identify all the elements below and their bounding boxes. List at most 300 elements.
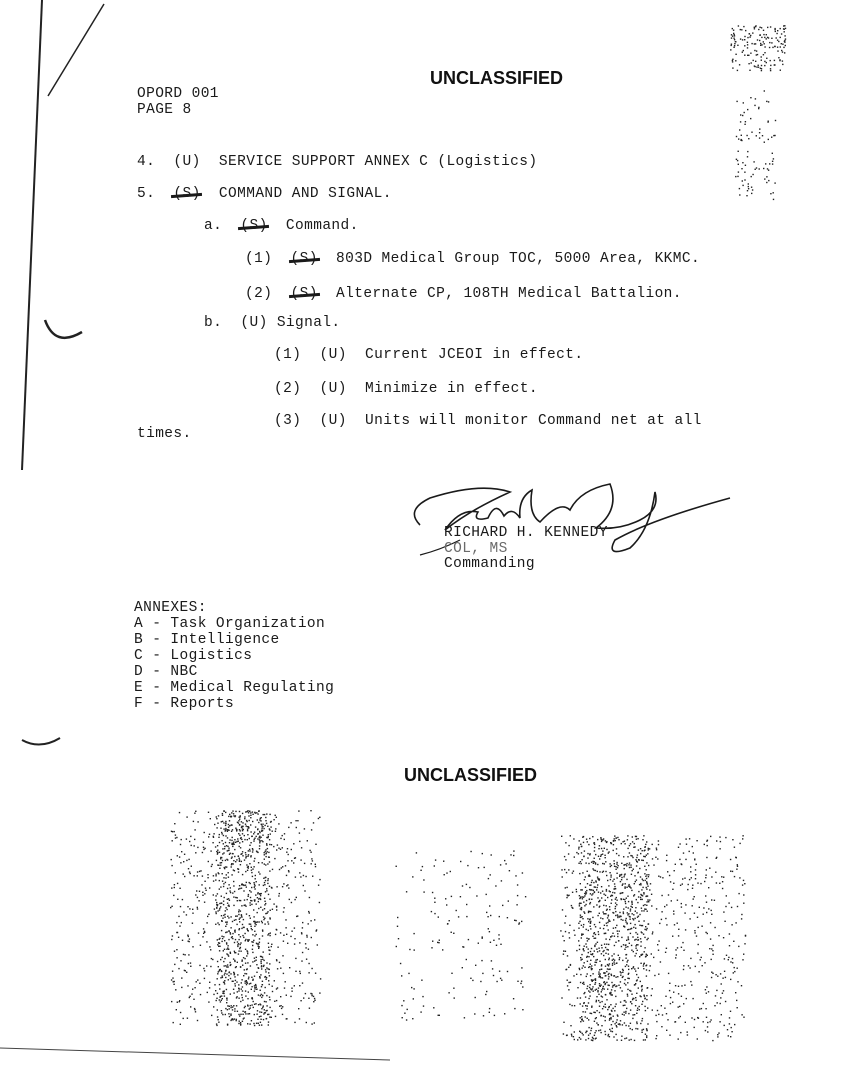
- speckle-dot: [605, 1034, 606, 1035]
- speckle-dot: [582, 872, 583, 873]
- speckle-dot: [314, 998, 315, 999]
- speckle-dot: [226, 949, 227, 950]
- speckle-dot: [623, 856, 624, 857]
- speckle-dot: [266, 962, 267, 963]
- speckle-dot: [217, 823, 218, 824]
- speckle-dot: [256, 934, 257, 935]
- speckle-dot: [574, 856, 575, 857]
- speckle-dot: [604, 944, 605, 945]
- speckle-dot: [216, 1025, 217, 1026]
- speckle-dot: [584, 895, 585, 896]
- speckle-dot: [245, 939, 246, 940]
- speckle-dot: [254, 899, 255, 900]
- subparagraph-b3-continuation: times.: [137, 426, 192, 442]
- speckle-dot: [767, 121, 768, 122]
- speckle-dot: [489, 931, 490, 932]
- speckle-dot: [280, 996, 281, 997]
- speckle-dot: [766, 182, 767, 183]
- speckle-dot: [733, 47, 734, 48]
- speckle-dot: [636, 865, 637, 866]
- speckle-dot: [594, 932, 595, 933]
- speckle-dot: [636, 879, 637, 880]
- speckle-dot: [238, 934, 239, 935]
- speckle-dot: [638, 896, 639, 897]
- speckle-dot: [252, 961, 253, 962]
- speckle-dot: [744, 172, 745, 173]
- speckle-dot: [252, 868, 253, 869]
- speckle-dot: [594, 984, 595, 985]
- speckle-dot: [749, 70, 750, 71]
- speckle-dot: [235, 939, 236, 940]
- speckle-dot: [679, 843, 680, 844]
- speckle-dot: [187, 1018, 188, 1019]
- speckle-dot: [437, 942, 438, 943]
- speckle-dot: [610, 1014, 611, 1015]
- speckle-dot: [190, 836, 191, 837]
- speckle-dot: [601, 1025, 602, 1026]
- speckle-dot: [287, 943, 288, 944]
- speckle-dot: [617, 976, 618, 977]
- speckle-dot: [625, 958, 626, 959]
- speckle-dot: [613, 912, 614, 913]
- speckle-dot: [646, 999, 647, 1000]
- speckle-dot: [240, 847, 241, 848]
- speckle-dot: [196, 890, 197, 891]
- speckle-dot: [488, 928, 489, 929]
- speckle-dot: [646, 869, 647, 870]
- speckle-dot: [696, 935, 697, 936]
- speckle-dot: [291, 902, 292, 903]
- speckle-dot: [579, 895, 580, 896]
- speckle-dot: [240, 1024, 241, 1025]
- speckle-dot: [256, 972, 257, 973]
- speckle-dot: [240, 838, 241, 839]
- speckle-dot: [265, 853, 266, 854]
- annex-item: D - NBC: [134, 664, 198, 680]
- speckle-dot: [626, 863, 627, 864]
- speckle-dot: [628, 973, 629, 974]
- speckle-dot: [645, 880, 646, 881]
- speckle-dot: [319, 992, 320, 993]
- speckle-dot: [761, 37, 762, 38]
- speckle-dot: [525, 896, 526, 897]
- speckle-dot: [303, 875, 304, 876]
- speckle-dot: [219, 868, 220, 869]
- speckle-dot: [586, 892, 587, 893]
- speckle-dot: [624, 843, 625, 844]
- speckle-dot: [588, 863, 589, 864]
- speckle-dot: [734, 39, 735, 40]
- speckle-dot: [246, 955, 247, 956]
- speckle-dot: [448, 992, 449, 993]
- speckle-dot: [279, 962, 280, 963]
- speckle-dot: [582, 1033, 583, 1034]
- speckle-dot: [234, 976, 235, 977]
- speckle-dot: [237, 838, 238, 839]
- speckle-dot: [222, 881, 223, 882]
- speckle-dot: [664, 906, 665, 907]
- speckle-dot: [646, 995, 647, 996]
- speckle-dot: [707, 933, 708, 934]
- speckle-dot: [605, 983, 606, 984]
- speckle-dot: [745, 165, 746, 166]
- speckle-dot: [232, 981, 233, 982]
- speckle-dot: [617, 917, 618, 918]
- speckle-dot: [239, 885, 240, 886]
- speckle-dot: [222, 848, 223, 849]
- speckle-dot: [598, 1024, 599, 1025]
- speckle-dot: [267, 911, 268, 912]
- speckle-dot: [685, 859, 686, 860]
- speckle-dot: [261, 828, 262, 829]
- speckle-dot: [439, 940, 440, 941]
- speckle-dot: [630, 1023, 631, 1024]
- speckle-dot: [609, 872, 610, 873]
- speckle-dot: [604, 925, 605, 926]
- speckle-dot: [601, 964, 602, 965]
- speckle-dot: [764, 142, 765, 143]
- speckle-dot: [632, 904, 633, 905]
- speckle-dot: [275, 934, 276, 935]
- speckle-dot: [268, 972, 269, 973]
- speckle-dot: [291, 988, 292, 989]
- speckle-dot: [215, 874, 216, 875]
- speckle-dot: [649, 889, 650, 890]
- speckle-dot: [601, 886, 602, 887]
- speckle-dot: [614, 990, 615, 991]
- speckle-dot: [284, 833, 285, 834]
- speckle-dot: [243, 919, 244, 920]
- speckle-dot: [268, 980, 269, 981]
- left-edge-line: [22, 0, 42, 470]
- classification-marking: (U): [240, 315, 268, 331]
- speckle-dot: [219, 938, 220, 939]
- speckle-dot: [319, 817, 320, 818]
- speckle-dot: [600, 856, 601, 857]
- speckle-dot: [272, 991, 273, 992]
- speckle-dot: [312, 876, 313, 877]
- speckle-dot: [254, 935, 255, 936]
- speckle-dot: [731, 37, 732, 38]
- speckle-dot: [213, 833, 214, 834]
- speckle-dot: [515, 920, 516, 921]
- speckle-dot: [635, 939, 636, 940]
- speckle-dot: [171, 979, 172, 980]
- speckle-dot: [625, 1012, 626, 1013]
- speckle-dot: [241, 888, 242, 889]
- speckle-dot: [683, 1003, 684, 1004]
- paragraph-number: (1): [245, 251, 273, 267]
- paragraph-5: [137, 186, 392, 202]
- speckle-dot: [620, 916, 621, 917]
- speckle-dot: [598, 856, 599, 857]
- speckle-dot: [590, 1033, 591, 1034]
- speckle-dot: [270, 826, 271, 827]
- speckle-dot: [255, 812, 256, 813]
- speckle-dot: [420, 1011, 421, 1012]
- speckle-dot: [679, 1006, 680, 1007]
- speckle-dot: [295, 820, 296, 821]
- speckle-dot: [758, 107, 759, 108]
- speckle-dot: [732, 60, 733, 61]
- speckle-dot: [641, 1004, 642, 1005]
- speckle-dot: [606, 875, 607, 876]
- speckle-dot: [253, 909, 254, 910]
- speckle-dot: [643, 920, 644, 921]
- speckle-dot: [611, 865, 612, 866]
- speckle-dot: [219, 970, 220, 971]
- speckle-dot: [300, 876, 301, 877]
- speckle-dot: [175, 834, 176, 835]
- speckle-dot: [250, 983, 251, 984]
- speckle-dot: [264, 901, 265, 902]
- speckle-dot: [597, 878, 598, 879]
- speckle-dot: [179, 925, 180, 926]
- speckle-dot: [223, 877, 224, 878]
- speckle-dot: [571, 1005, 572, 1006]
- speckle-dot: [609, 958, 610, 959]
- speckle-dot: [591, 899, 592, 900]
- speckle-dot: [202, 936, 203, 937]
- classification-marking: (U): [319, 347, 347, 363]
- speckle-dot: [639, 956, 640, 957]
- speckle-dot: [607, 897, 608, 898]
- speckle-dot: [251, 867, 252, 868]
- speckle-dot: [475, 965, 476, 966]
- speckle-dot: [280, 968, 281, 969]
- speckle-dot: [586, 938, 587, 939]
- speckle-dot: [585, 1005, 586, 1006]
- speckle-dot: [668, 894, 669, 895]
- speckle-dot: [227, 831, 228, 832]
- speckle-dot: [246, 973, 247, 974]
- speckle-dot: [210, 850, 211, 851]
- speckle-dot: [599, 1002, 600, 1003]
- speckle-dot: [601, 991, 602, 992]
- speckle-dot: [598, 848, 599, 849]
- speckle-dot: [771, 38, 772, 39]
- speckle-dot: [624, 1014, 625, 1015]
- speckle-dot: [576, 852, 577, 853]
- speckle-dot: [294, 938, 295, 939]
- speckle-dot: [226, 924, 227, 925]
- speckle-dot: [277, 968, 278, 969]
- speckle-dot: [232, 810, 233, 811]
- speckle-dot: [608, 974, 609, 975]
- speckle-dot: [750, 53, 751, 54]
- speckle-dot: [674, 1021, 675, 1022]
- speckle-dot: [568, 869, 569, 870]
- speckle-dot: [231, 858, 232, 859]
- speckle-dot: [588, 998, 589, 999]
- speckle-dot: [747, 44, 748, 45]
- speckle-dot: [645, 876, 646, 877]
- speckle-dot: [434, 865, 435, 866]
- speckle-dot: [644, 998, 645, 999]
- speckle-dot: [643, 856, 644, 857]
- speckle-dot: [643, 968, 644, 969]
- speckle-dot: [630, 909, 631, 910]
- speckle-dot: [269, 814, 270, 815]
- speckle-dot: [294, 858, 295, 859]
- speckle-dot: [244, 899, 245, 900]
- speckle-dot: [596, 881, 597, 882]
- speckle-dot: [263, 1013, 264, 1014]
- speckle-dot: [654, 975, 655, 976]
- speckle-dot: [190, 962, 191, 963]
- speckle-dot: [219, 834, 220, 835]
- speckle-dot: [606, 910, 607, 911]
- speckle-dot: [248, 812, 249, 813]
- speckle-dot: [309, 912, 310, 913]
- speckle-dot: [620, 881, 621, 882]
- speckle-dot: [320, 978, 321, 979]
- speckle-dot: [747, 190, 748, 191]
- speckle-dot: [741, 1014, 742, 1015]
- speckle-dot: [645, 909, 646, 910]
- speckle-dot: [641, 1029, 642, 1030]
- speckle-dot: [181, 922, 182, 923]
- speckle-dot: [227, 846, 228, 847]
- speckle-dot: [235, 985, 236, 986]
- speckle-dot: [580, 889, 581, 890]
- speckle-dot: [601, 1001, 602, 1002]
- speckle-dot: [754, 43, 755, 44]
- speckle-dot: [442, 949, 443, 950]
- annexes-list: [134, 616, 334, 712]
- speckle-dot: [240, 966, 241, 967]
- speckle-dot: [732, 36, 733, 37]
- speckle-dot: [218, 946, 219, 947]
- speckle-dot: [627, 995, 628, 996]
- speckle-dot: [188, 936, 189, 937]
- speckle-dot: [656, 849, 657, 850]
- speckle-dot: [225, 1008, 226, 1009]
- speckle-dot: [594, 858, 595, 859]
- speckle-dot: [247, 856, 248, 857]
- speckle-dot: [301, 932, 302, 933]
- speckle-dot: [173, 895, 174, 896]
- speckle-dot: [294, 899, 295, 900]
- speckle-dot: [191, 845, 192, 846]
- speckle-dot: [644, 929, 645, 930]
- speckle-dot: [259, 848, 260, 849]
- speckle-dot: [603, 955, 604, 956]
- speckle-dot: [311, 968, 312, 969]
- speckle-dot: [193, 999, 194, 1000]
- speckle-dot: [598, 931, 599, 932]
- speckle-dot: [737, 160, 738, 161]
- speckle-dot: [610, 875, 611, 876]
- speckle-dot: [314, 1022, 315, 1023]
- speckle-dot: [698, 971, 699, 972]
- speckle-dot: [261, 997, 262, 998]
- speckle-dot: [568, 932, 569, 933]
- speckle-dot: [595, 980, 596, 981]
- speckle-dot: [251, 870, 252, 871]
- speckle-dot: [235, 980, 236, 981]
- speckle-dot: [665, 952, 666, 953]
- speckle-dot: [228, 872, 229, 873]
- speckle-dot: [587, 871, 588, 872]
- speckle-dot: [260, 1016, 261, 1017]
- speckle-dot: [646, 1030, 647, 1031]
- speckle-dot: [229, 820, 230, 821]
- speckle-dot: [258, 898, 259, 899]
- speckle-dot: [628, 907, 629, 908]
- speckle-dot: [758, 29, 759, 30]
- speckle-dot: [315, 844, 316, 845]
- speckle-dot: [605, 857, 606, 858]
- speckle-dot: [777, 47, 778, 48]
- speckle-dot: [638, 849, 639, 850]
- speckle-dot: [242, 990, 243, 991]
- speckle-dot: [744, 55, 745, 56]
- speckle-dot: [625, 901, 626, 902]
- speckle-dot: [176, 837, 177, 838]
- speckle-dot: [681, 947, 682, 948]
- speckle-dot: [257, 1019, 258, 1020]
- speckle-dot: [621, 937, 622, 938]
- speckle-dot: [677, 900, 678, 901]
- speckle-dot: [224, 846, 225, 847]
- speckle-dot: [600, 973, 601, 974]
- subparagraph-a: [204, 218, 359, 234]
- speckle-dot: [611, 989, 612, 990]
- speckle-dot: [634, 968, 635, 969]
- speckle-dot: [605, 1016, 606, 1017]
- speckle-dot: [739, 64, 740, 65]
- speckle-dot: [643, 835, 644, 836]
- speckle-dot: [632, 999, 633, 1000]
- speckle-dot: [268, 943, 269, 944]
- speckle-dot: [624, 983, 625, 984]
- speckle-dot: [207, 992, 208, 993]
- speckle-dot: [758, 65, 759, 66]
- speckle-dot: [591, 894, 592, 895]
- speckle-dot: [229, 1016, 230, 1017]
- speckle-dot: [223, 961, 224, 962]
- speckle-dot: [318, 885, 319, 886]
- speckle-dot: [276, 817, 277, 818]
- speckle-dot: [758, 108, 759, 109]
- speckle-dot: [569, 925, 570, 926]
- speckle-dot: [593, 906, 594, 907]
- speckle-dot: [499, 916, 500, 917]
- speckle-dot: [254, 931, 255, 932]
- speckle-dot: [658, 840, 659, 841]
- speckle-dot: [626, 879, 627, 880]
- speckle-dot: [591, 1039, 592, 1040]
- speckle-dot: [275, 815, 276, 816]
- speckle-dot: [579, 968, 580, 969]
- speckle-dot: [590, 1030, 591, 1031]
- speckle-dot: [714, 927, 715, 928]
- speckle-dot: [219, 988, 220, 989]
- speckle-dot: [672, 936, 673, 937]
- speckle-dot: [620, 987, 621, 988]
- speckle-dot: [640, 946, 641, 947]
- speckle-dot: [246, 984, 247, 985]
- speckle-dot: [647, 1007, 648, 1008]
- speckle-dot: [261, 817, 262, 818]
- annex-item: A - Task Organization: [134, 616, 326, 632]
- speckle-dot: [579, 873, 580, 874]
- speckle-dot: [608, 985, 609, 986]
- speckle-dot: [587, 857, 588, 858]
- speckle-dot: [608, 929, 609, 930]
- speckle-dot: [630, 928, 631, 929]
